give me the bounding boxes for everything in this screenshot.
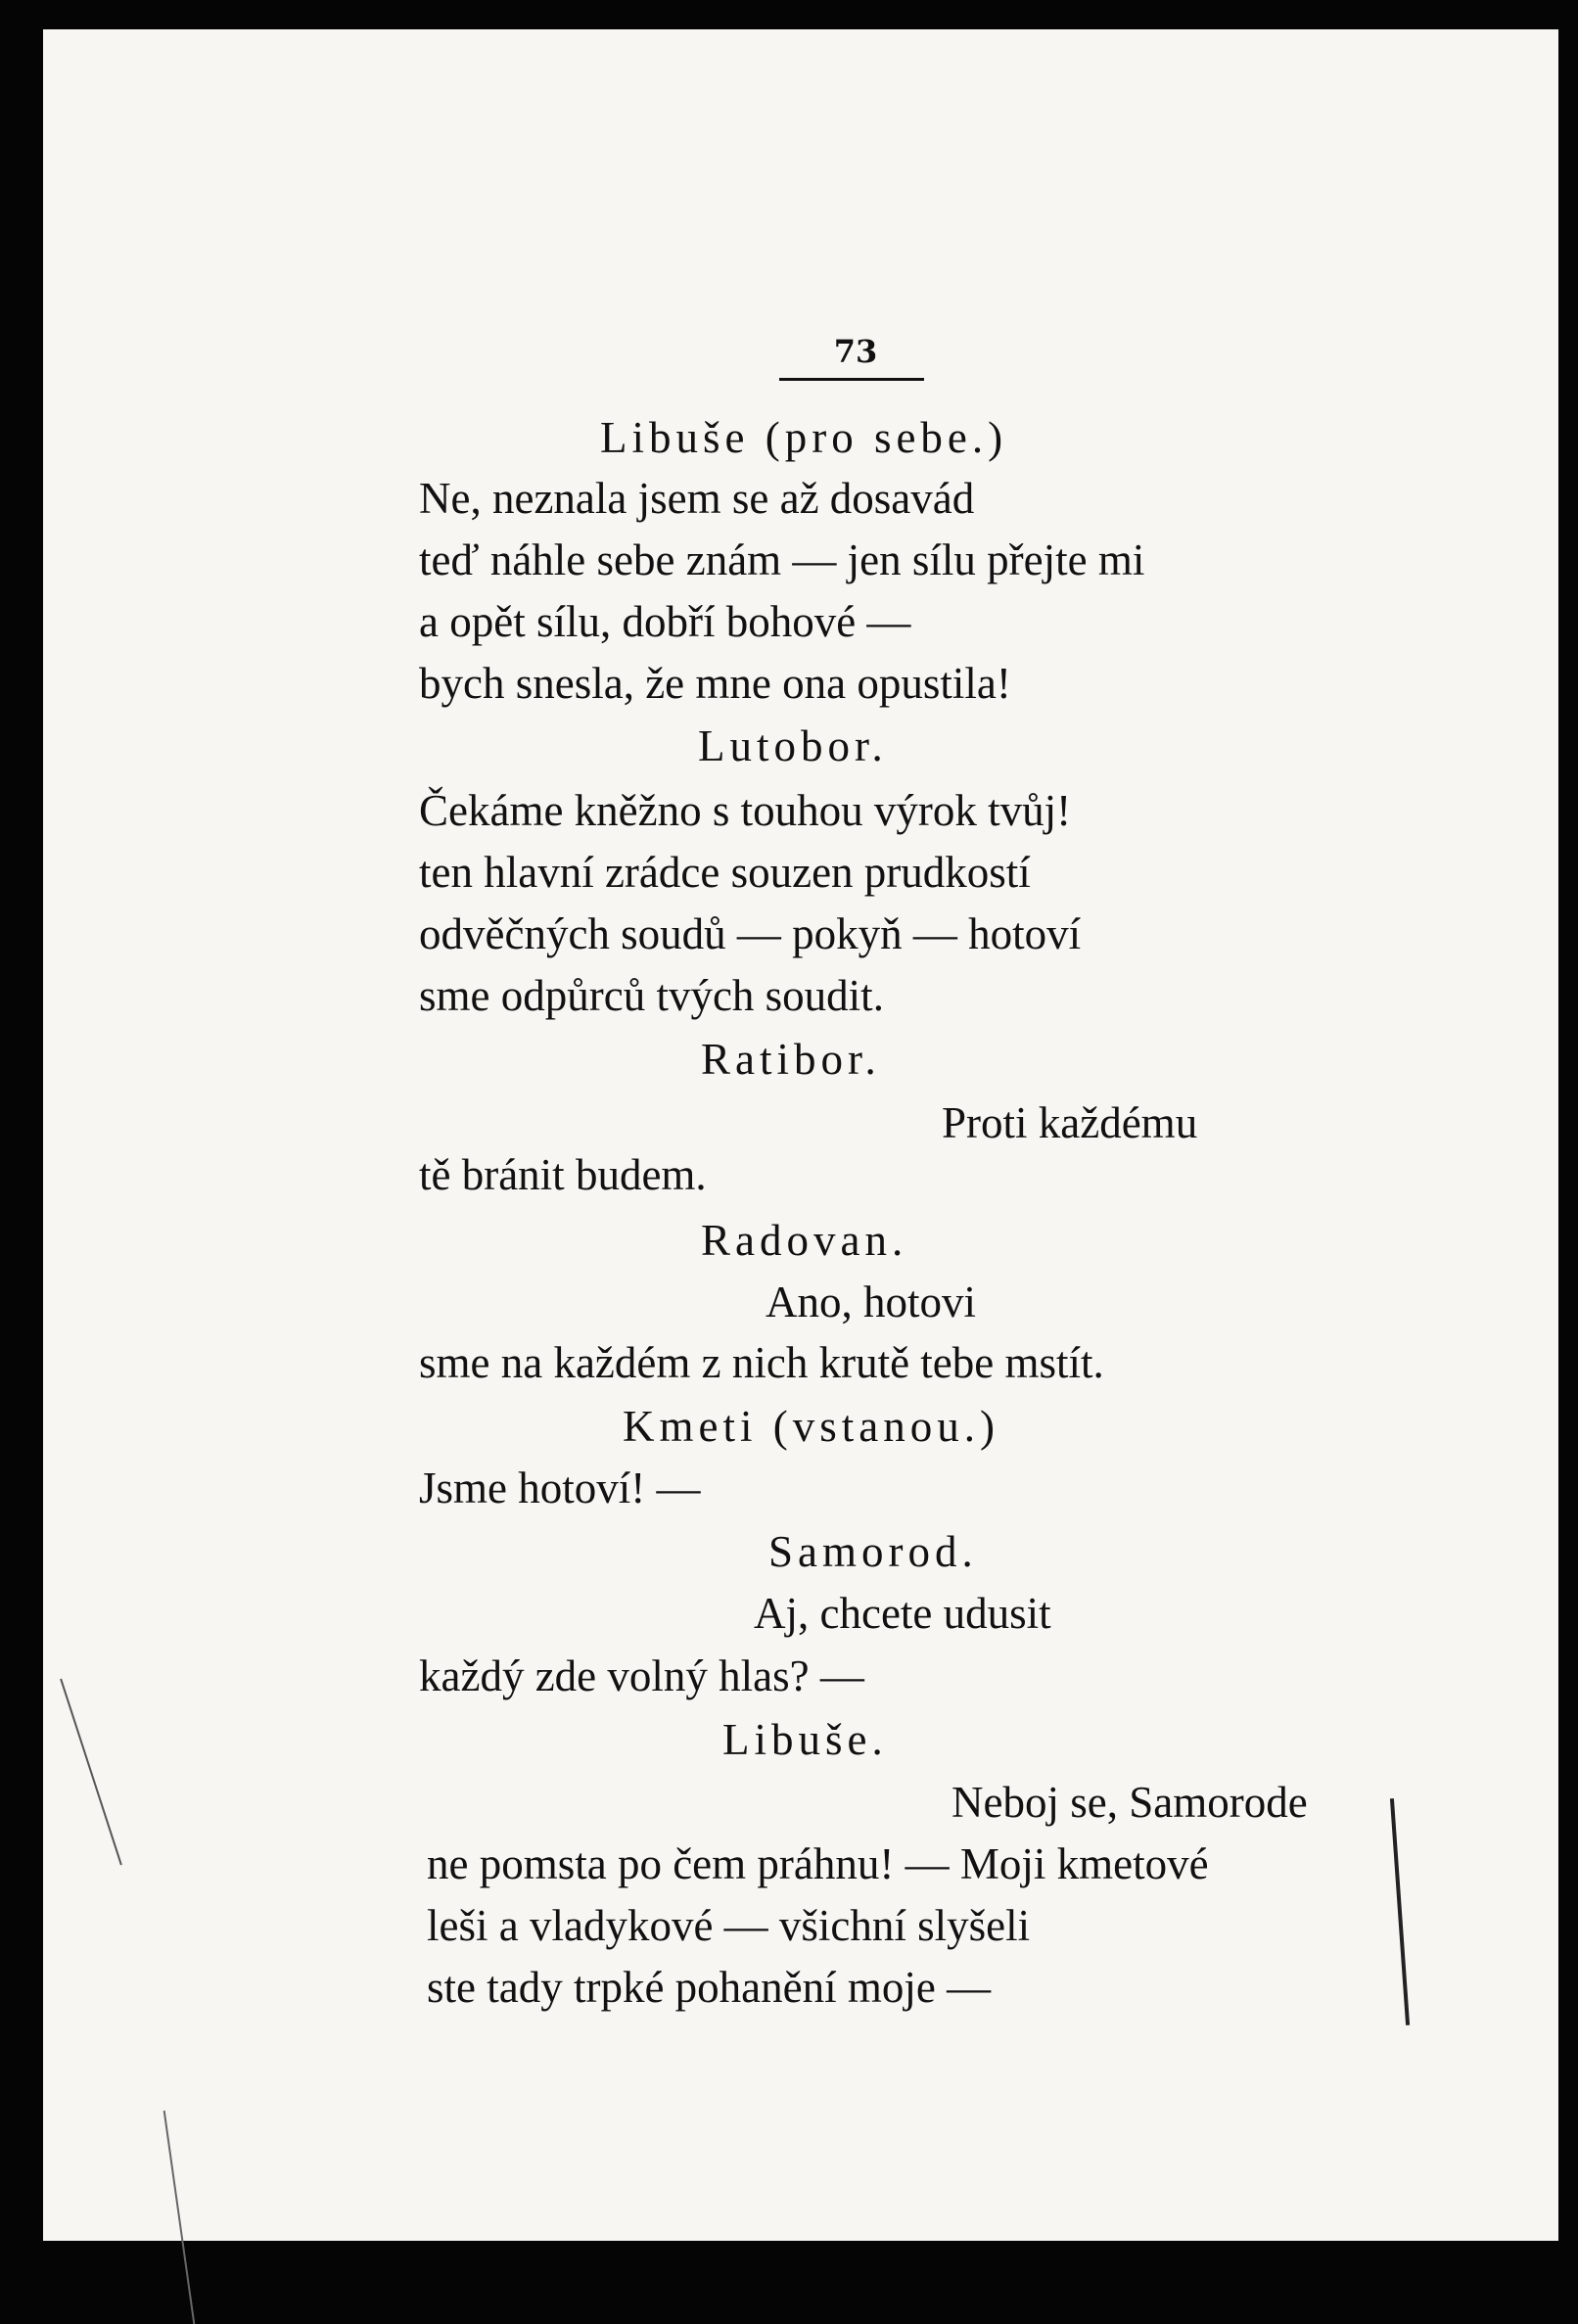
verse-line: Čekáme kněžno s touhou výrok tvůj! [419, 786, 1072, 835]
speaker-lutobor: Lutobor. [698, 721, 888, 770]
verse-line: a opět sílu, dobří bohové — [419, 597, 911, 646]
verse-line: ne pomsta po čem práhnu! — Moji kmetové [427, 1839, 1209, 1888]
verse-line: každý zde volný hlas? — [419, 1651, 864, 1700]
margin-mark [1390, 1798, 1410, 2025]
page-number-rule [779, 378, 924, 381]
speaker-libuse: Libuše. [722, 1715, 888, 1764]
verse-line: sme odpůrců tvých soudit. [419, 971, 884, 1020]
verse-line: Jsme hotoví! — [419, 1464, 701, 1512]
verse-line: Neboj se, Samorode [951, 1778, 1308, 1827]
verse-line: tě bránit budem. [419, 1150, 707, 1199]
speaker-kmeti: Kmeti (vstanou.) [623, 1402, 999, 1451]
scan-scratch [163, 2111, 196, 2324]
verse-line: ten hlavní zrádce souzen prudkostí [419, 848, 1031, 897]
scan-scratch [60, 1679, 122, 1866]
verse-line: Ne, neznala jsem se až dosavád [419, 474, 975, 523]
verse-line: leši a vladykové — všichní slyšeli [427, 1901, 1031, 1950]
speaker-radovan: Radovan. [701, 1216, 908, 1265]
verse-line: Proti každému [942, 1098, 1198, 1147]
verse-line: Ano, hotovi [766, 1278, 977, 1326]
speaker-libuse: Libuše (pro sebe.) [600, 413, 1008, 462]
speaker-samorod: Samorod. [768, 1527, 978, 1576]
book-page [43, 29, 1558, 2241]
verse-line: Aj, chcete udusit [754, 1589, 1051, 1638]
verse-line: teď náhle sebe znám — jen sílu přejte mi [419, 535, 1145, 584]
page-number: 73 [833, 333, 878, 370]
verse-line: sme na každém z nich krutě tebe mstít. [419, 1338, 1104, 1387]
verse-line: ste tady trpké pohanění moje — [427, 1963, 992, 2012]
verse-line: odvěčných soudů — pokyň — hotoví [419, 909, 1082, 958]
speaker-ratibor: Ratibor. [701, 1035, 881, 1084]
verse-line: bych snesla, že mne ona opustila! [419, 659, 1011, 708]
